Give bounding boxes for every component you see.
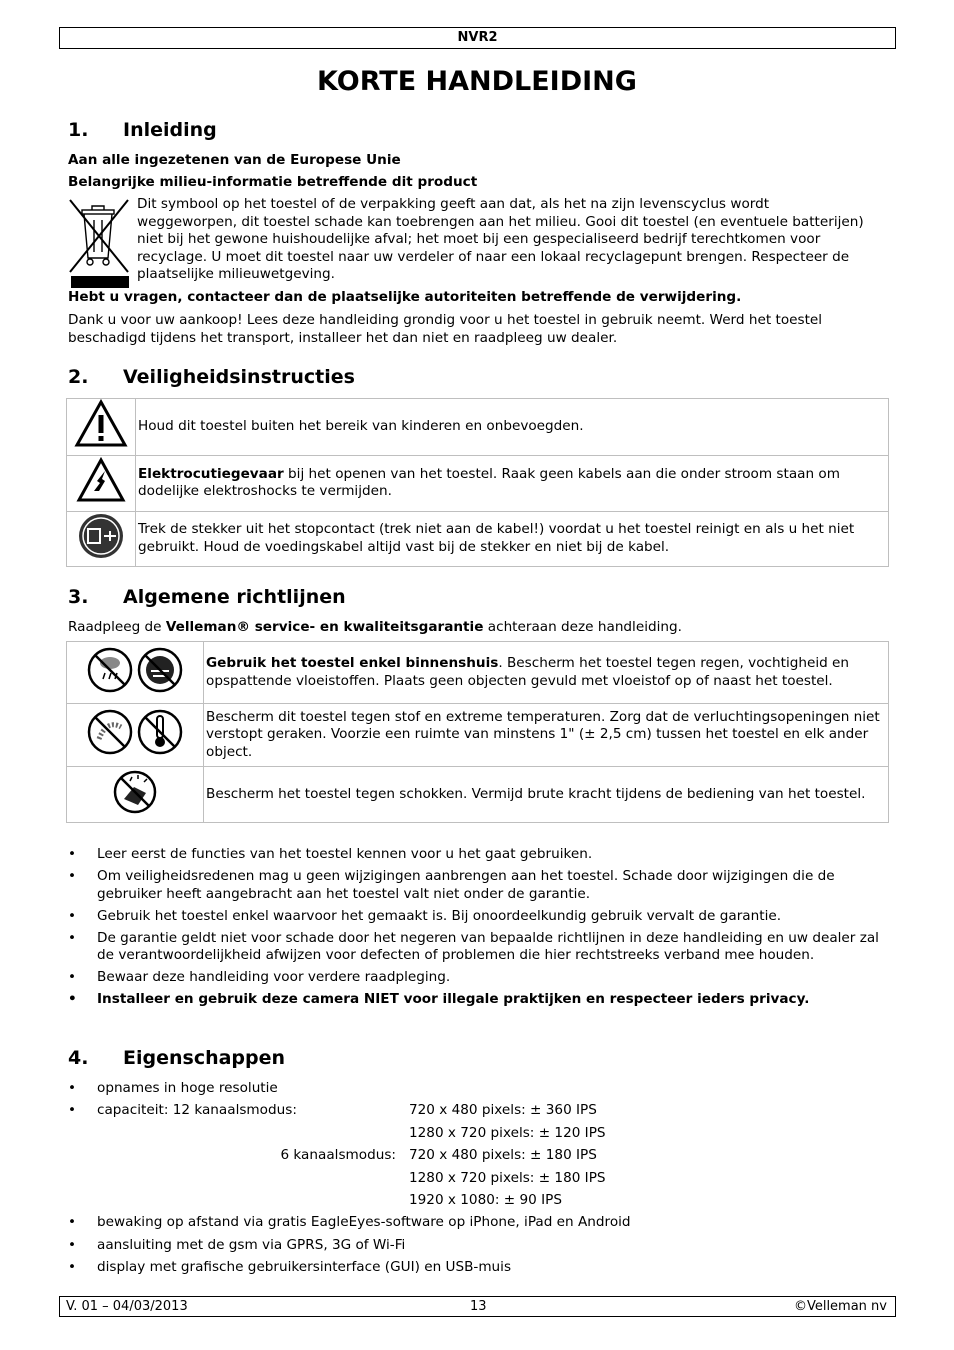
no-liquid-icon bbox=[139, 649, 181, 691]
indoor-use-icons bbox=[67, 642, 204, 704]
capacity-6ch-label: 6 kanaalsmodus: bbox=[280, 1147, 396, 1163]
guideline-text-indoor: Gebruik het toestel enkel binnenshuis. Bescherm het toestel tegen regen, vochtigheid en opspattende vloeistoffen. Plaats geen objecten gevuld met vloeistof op of naast het toestel. bbox=[204, 642, 889, 704]
electrocution-icon bbox=[67, 455, 136, 511]
dust-temperature-icons bbox=[67, 704, 204, 767]
section-4-heading: 4. Eigenschappen bbox=[68, 1047, 286, 1069]
guideline-text-dust: Bescherm dit toestel tegen stof en extreme temperaturen. Zorg dat de verluchtingsopeningen niet verstopt geraken. Voorzie een ruimte van minstens 1" (± 2,5 cm) tussen het toestel en elk ander object. bbox=[204, 704, 889, 767]
page-footer bbox=[59, 1296, 896, 1317]
section-2-heading: 2. Veiligheidsinstructies bbox=[68, 366, 355, 388]
footer-version: V. 01 – 04/03/2013 bbox=[66, 1299, 188, 1314]
list-item: • Leer eerst de functies van het toestel kennen voor u het gaat gebruiken. bbox=[68, 846, 888, 864]
safety-text-children: Houd dit toestel buiten het bereik van kinderen en onbevoegden. bbox=[136, 399, 889, 456]
guidelines-list bbox=[68, 846, 888, 1009]
guidelines-table bbox=[66, 641, 889, 823]
capacity-12ch-values: 720 x 480 pixels: ± 360 IPS 1280 x 720 pixels: ± 120 IPS bbox=[409, 1102, 606, 1141]
list-item: • aansluiting met de gsm via GPRS, 3G of Wi-Fi bbox=[68, 1237, 888, 1255]
eu-residents-heading: Aan alle ingezetenen van de Europese Unie bbox=[68, 152, 401, 168]
warranty-reference: Raadpleeg de Velleman® service- en kwaliteitsgarantie achteraan deze handleiding. bbox=[68, 619, 682, 635]
weee-text: Dit symbool op het toestel of de verpakking geeft aan dat, als het na zijn levenscyclus wordt weggeworpen, dit toestel schade kan toebrengen aan het milieu. Gooi dit toestel (en eventuele batterijen) niet bij het gewone huishoudelijke afval; het moet bij een gespecialiseerd bedrijf terechtkomen voor recyclage. U moet dit toestel naar uw verdeler of naar een lokaal recyclagepunt brengen. Respecteer de plaatselijke milieuwetgeving. bbox=[137, 196, 864, 282]
no-rain-icon bbox=[89, 649, 131, 691]
list-item: • capaciteit: 12 kanaalsmodus: bbox=[68, 1102, 888, 1120]
list-item: • bewaking op afstand via gratis EagleEyes-software op iPhone, iPad en Android bbox=[68, 1214, 888, 1232]
disposal-contact: Hebt u vragen, contacteer dan de plaatselijke autoriteiten betreffende de verwijdering. bbox=[68, 289, 742, 305]
safety-row bbox=[67, 455, 889, 511]
list-item: • opnames in hoge resolutie bbox=[68, 1080, 888, 1098]
guideline-row bbox=[67, 767, 889, 823]
no-dust-icon bbox=[89, 711, 131, 753]
page-header: NVR2 bbox=[59, 27, 896, 49]
no-heat-icon bbox=[139, 711, 181, 753]
footer-page-number: 13 bbox=[470, 1299, 487, 1314]
list-item: • Gebruik het toestel enkel waarvoor het gemaakt is. Bij onoordeelkundig gebruik vervalt de garantie. bbox=[68, 908, 888, 926]
env-info-heading: Belangrijke milieu-informatie betreffende dit product bbox=[68, 174, 478, 190]
safety-text-unplug: Trek de stekker uit het stopcontact (trek niet aan de kabel!) voordat u het toestel reinigt en als u het niet gebruikt. Houd de voedingskabel altijd vast bij de stekker en niet bij de kabel. bbox=[136, 511, 889, 566]
capacity-6ch-values: 720 x 480 pixels: ± 180 IPS 1280 x 720 pixels: ± 180 IPS 1920 x 1080: ± 90 IPS bbox=[409, 1147, 606, 1208]
safety-text-electrocution: Elektrocutiegevaar bij het openen van het toestel. Raak geen kabels aan die onder stroom staan om dodelijke elektroshocks te vermijden. bbox=[136, 455, 889, 511]
section-1-heading: 1. Inleiding bbox=[68, 119, 217, 141]
safety-row bbox=[67, 399, 889, 456]
guideline-row bbox=[67, 642, 889, 704]
guideline-text-shock: Bescherm het toestel tegen schokken. Vermijd brute kracht tijdens de bediening van het toestel. bbox=[204, 767, 889, 823]
safety-table bbox=[66, 398, 889, 567]
list-item: • display met grafische gebruikersinterface (GUI) en USB-muis bbox=[68, 1259, 888, 1277]
page-title: KORTE HANDLEIDING bbox=[317, 66, 637, 97]
no-shock-icon bbox=[67, 767, 204, 823]
features-list-cont bbox=[68, 1214, 888, 1277]
weee-bin-icon bbox=[68, 196, 132, 290]
list-item: • Installeer en gebruik deze camera NIET voor illegale praktijken en respecteer ieders privacy. bbox=[68, 991, 888, 1009]
guideline-row bbox=[67, 704, 889, 767]
list-item: • De garantie geldt niet voor schade door het negeren van bepaalde richtlijnen in deze handleiding en uw dealer zal de verantwoordelijkheid afwijzen voor defecten of problemen die hier rechtstreeks verband mee houden. bbox=[68, 930, 888, 965]
section-3-heading: 3. Algemene richtlijnen bbox=[68, 586, 346, 608]
list-item: • Bewaar deze handleiding voor verdere raadpleging. bbox=[68, 969, 888, 987]
unplug-icon bbox=[67, 511, 136, 566]
warning-icon bbox=[67, 399, 136, 456]
list-item: • Om veiligheidsredenen mag u geen wijzigingen aanbrengen aan het toestel. Schade door wijzigingen die de gebruiker heeft aangebracht aan het toestel valt niet onder de garantie. bbox=[68, 868, 888, 903]
thanks-paragraph: Dank u voor uw aankoop! Lees deze handleiding grondig voor u het toestel in gebruik neemt. Werd het toestel beschadigd tijdens het transport, installeer het dan niet en raadpleeg uw dealer. bbox=[68, 312, 823, 346]
safety-row bbox=[67, 511, 889, 566]
footer-copyright: ©Velleman nv bbox=[793, 1299, 887, 1314]
